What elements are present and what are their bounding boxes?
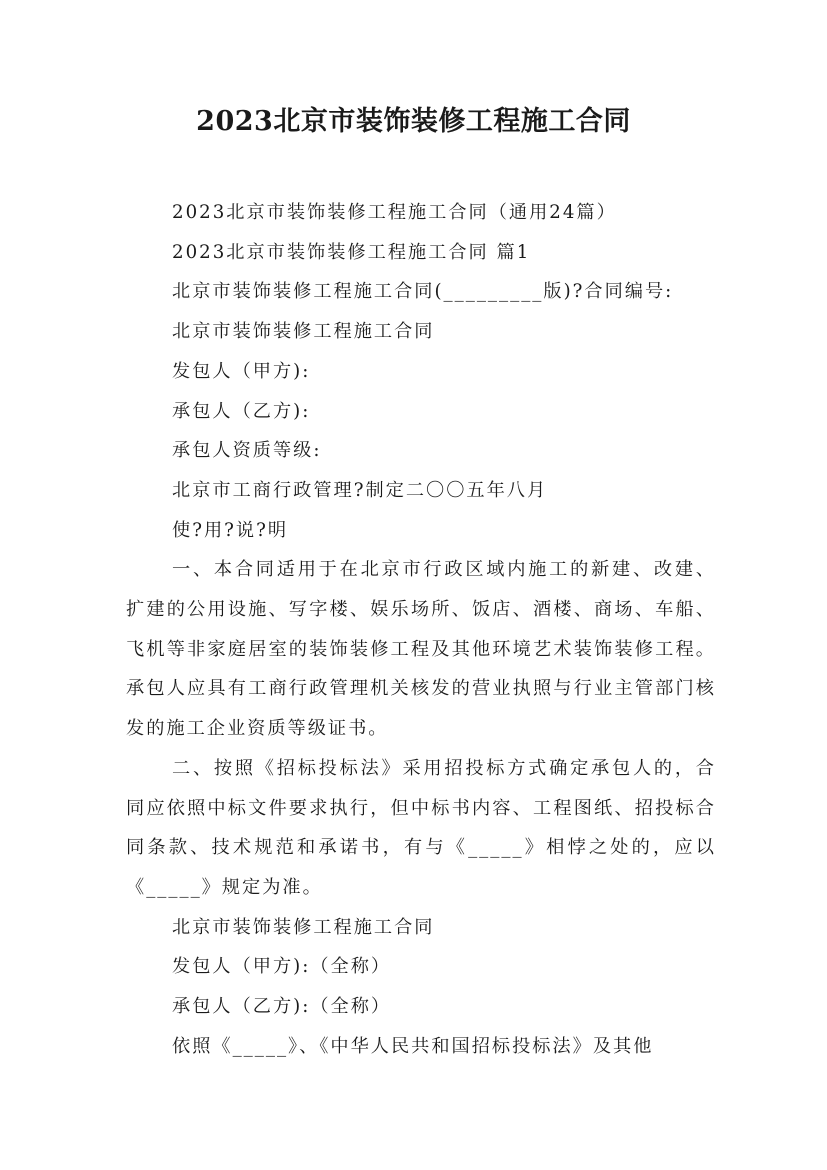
contract-number-line: 北京市装饰装修工程施工合同(_________版)?合同编号: — [172, 281, 674, 303]
party-a-fullname-line: 发包人（甲方):（全称） — [172, 956, 392, 978]
section-heading: 2023北京市装饰装修工程施工合同 篇1 — [172, 241, 531, 263]
basis-line: 依照《_____》、《中华人民共和国招标投标法》及其他 — [172, 1035, 654, 1057]
paragraph-1: 一、本合同适用于在北京市行政区域内施工的新建、改建、扩建的公用设施、写字楼、娱乐场所、饭店、酒楼、商场、车船、飞机等非家庭居室的装饰装修工程及其他环境艺术装饰装修工程。承包人应具有工商行政管理机关核发的营业执照与行业主管部门核发的施工企业资质等级证书。 — [126, 559, 716, 740]
party-b-line: 承包人（乙方): — [172, 400, 311, 422]
subtitle-line: 2023北京市装饰装修工程施工合同（通用24篇） — [172, 202, 617, 223]
document-body — [126, 193, 716, 1066]
contract-name-line-2: 北京市装饰装修工程施工合同 — [172, 916, 435, 938]
instructions-heading: 使?用?说?明 — [172, 519, 289, 541]
issuer-line: 北京市工商行政管理?制定二〇〇五年八月 — [172, 479, 548, 501]
contract-name-line: 北京市装饰装修工程施工合同 — [172, 321, 435, 343]
qualification-line: 承包人资质等级: — [172, 440, 322, 462]
party-a-line: 发包人（甲方): — [172, 360, 311, 382]
document-title: 2023北京市装饰装修工程施工合同 — [196, 106, 631, 137]
party-b-fullname-line: 承包人（乙方):（全称） — [172, 996, 392, 1018]
paragraph-2: 二、按照《招标投标法》采用招投标方式确定承包人的，合同应依照中标文件要求执行，但中标书内容、工程图纸、招投标合同条款、技术规范和承诺书，有与《_____》相悖之处的，应以《_____》规定为准。 — [126, 757, 716, 898]
